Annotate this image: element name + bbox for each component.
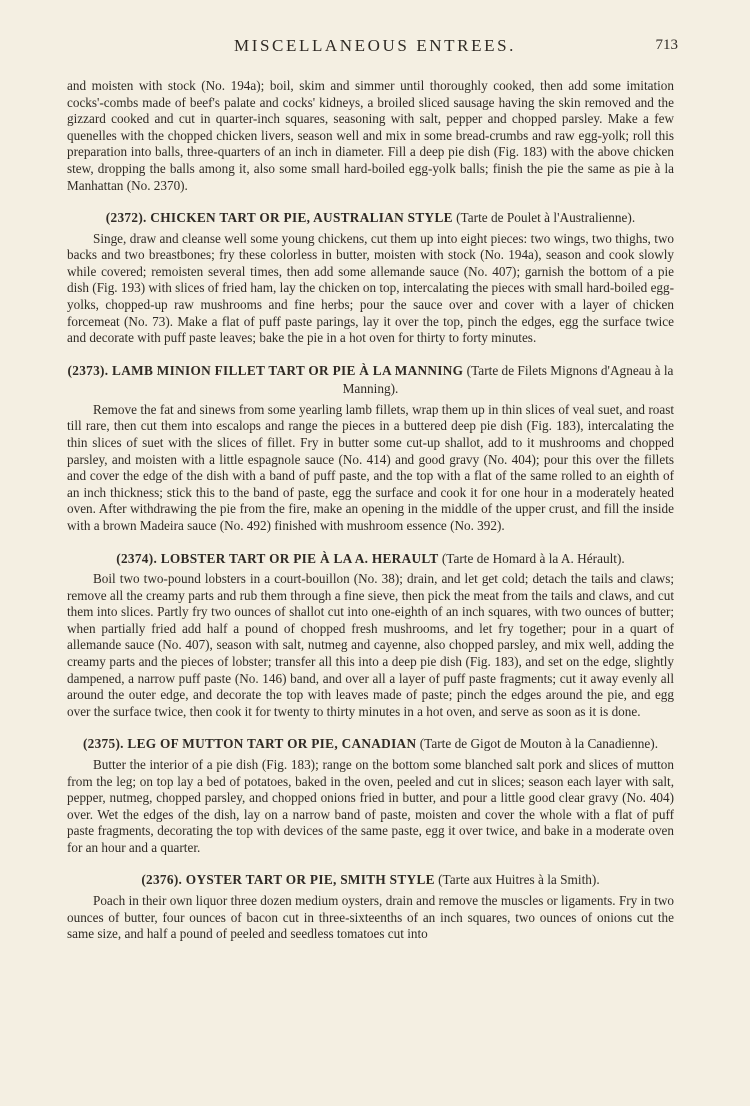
recipe-title: (2376). OYSTER TART OR PIE, SMITH STYLE — [141, 872, 435, 888]
recipe-french-title: (Tarte de Filets Mignons d'Agneau à la Manning). — [342, 362, 674, 397]
recipe-heading — [67, 550, 674, 569]
recipe-2375 — [67, 735, 674, 856]
recipe-title: (2375). LEG OF MUTTON TART OR PIE, CANADIAN — [82, 736, 417, 752]
recipe-title: (2372). CHICKEN TART OR PIE, AUSTRALIAN STYLE — [105, 210, 453, 226]
intro-paragraph: and moisten with stock (No. 194a); boil, skim and simmer until thoroughly cooked, then add some imitation cocks'-combs made of beef's palate and cocks' kidneys, a broiled sliced sausage having the skin removed and the gizzard cooked and cut in quarter-inch squares, seasoning with salt, pepper and chopped parsley. Make a few quenelles with the chopped chicken livers, season well and mix in some bread-crumbs and raw egg-yolk; roll this preparation into balls, three-quarters of an inch in diameter. Fill a deep pie dish (Fig. 183) with the above chicken stew, dropping the balls among it, also some small hard-boiled egg-yolk balls; finish the pie the same as pie à la Manhattan (No. 2370). — [67, 78, 674, 193]
recipe-heading — [67, 209, 674, 228]
recipe-text: Butter the interior of a pie dish (Fig. 183); range on the bottom some blanched salt pork and slices of mutton from the leg; on top lay a bed of potatoes, baked in the oven, peeled and cut in slices; season each layer with salt, pepper, nutmeg, chopped parsley, and chopped onions fried in butter, and pour a little good clear gravy (No. 404) over. Wet the edges of the dish, lay on a narrow band of paste, moisten and cover the whole with a flat of puff paste fragments, decorating the top with devices of the same paste, egg it over twice, and bake in a moderate oven for an hour and a quarter. — [67, 756, 674, 855]
page-body — [67, 78, 674, 943]
recipe-french-title: (Tarte de Gigot de Mouton à la Canadienne). — [419, 736, 659, 752]
recipe-french-title: (Tarte aux Huitres à la Smith). — [438, 872, 600, 888]
running-head-title: MISCELLANEOUS ENTREES. — [234, 36, 516, 55]
recipe-title: (2374). LOBSTER TART OR PIE À LA A. HERAULT — [116, 550, 439, 566]
recipe-2374 — [67, 550, 674, 721]
recipe-french-title: (Tarte de Homard à la A. Hérault). — [441, 550, 625, 566]
recipe-text: Poach in their own liquor three dozen medium oysters, drain and remove the muscles or ligaments. Fry in two ounces of butter, four ounces of bacon cut in three-sixteenths of an inch squares, two ounces of onions cut the same size, and half a pound of peeled and seedless tomatoes cut into — [67, 892, 674, 942]
recipe-text: Boil two two-pound lobsters in a court-bouillon (No. 38); drain, and let get cold; detach the tails and claws; remove all the creamy parts and rub them through a fine sieve, then pick the meat from the tails and claws, and cut them into slices. Partly fry two ounces of shallot cut into one-eighth of an inch squares, with two ounces of butter; when partially fried add half a pound of chopped fresh mushrooms, and let fry together; pour in a quart of allemande sauce (No. 407), season with salt, nutmeg and cayenne, also chopped parsley, and mix well, adding the creamy parts and the pieces of lobster; transfer all this into a deep pie dish (Fig. 183), and set on the edge, slightly dampened, a narrow puff paste (No. 146) band, and over all a layer of puff paste fragments; cut it away evenly all around the outer edge, and decorate the top with leaves made of paste; pinch the edges around the pie, and egg over the surface twice, then cook it for twenty to thirty minutes in a hot oven, and serve as soon as it is done. — [67, 571, 674, 719]
recipe-text: Remove the fat and sinews from some yearling lamb fillets, wrap them up in thin slices of veal suet, and roast till rare, then cut them into escalops and range the pieces in a buttered deep pie dish (Fig. 183), intercalating the thin slices of suet with the slices of fillet. Fry in butter some cut-up shallot, add to it mushrooms and chopped parsley, and moisten with a little espagnole sauce (No. 414) and good gravy (No. 404); pour this over the fillets and cover the edge of the dish with a band of puff paste, and the top with a flat of the same rolled to an eighth of an inch thickness; stick this to the band of paste, egg the surface and cook it for one hour in a moderately heated oven. After withdrawing the pie from the fire, make an opening in the middle of the upper crust, and fill the inside with a brown Madeira sauce (No. 492) finished with mushroom essence (No. 392). — [67, 401, 674, 533]
recipe-text: Singe, draw and cleanse well some young chickens, cut them up into eight pieces: two wings, two thighs, two backs and two breastbones; fry these colorless in butter, moisten with stock (No. 194a), season and cook slowly while covered; remoisten several times, then add some allemande sauce (No. 407); garnish the bottom of a pie dish (Fig. 193) with slices of fried ham, lay the chicken on top, intercalating the pieces with small hard-boiled egg-yolks, chopped-up raw mushrooms and fine herbs; pour the sauce over and cover with a layer of chicken forcemeat (No. 73). Make a flat of puff paste parings, lay it over the top, pinch the edges, egg the surface twice and decorate with puff paste leaves; bake the pie in a hot oven for thirty to forty minutes. — [67, 230, 674, 346]
recipe-2372 — [67, 209, 674, 347]
recipe-heading — [67, 871, 674, 890]
recipe-heading — [67, 735, 674, 754]
recipe-french-title: (Tarte de Poulet à l'Australienne). — [456, 210, 636, 226]
recipe-heading — [67, 362, 674, 399]
recipe-2373 — [67, 362, 674, 535]
recipe-2376 — [67, 871, 674, 942]
recipe-title: (2373). LAMB MINION FILLET TART OR PIE À LA MANNING — [67, 362, 464, 378]
running-head — [0, 36, 750, 56]
page-number: 713 — [655, 37, 678, 53]
